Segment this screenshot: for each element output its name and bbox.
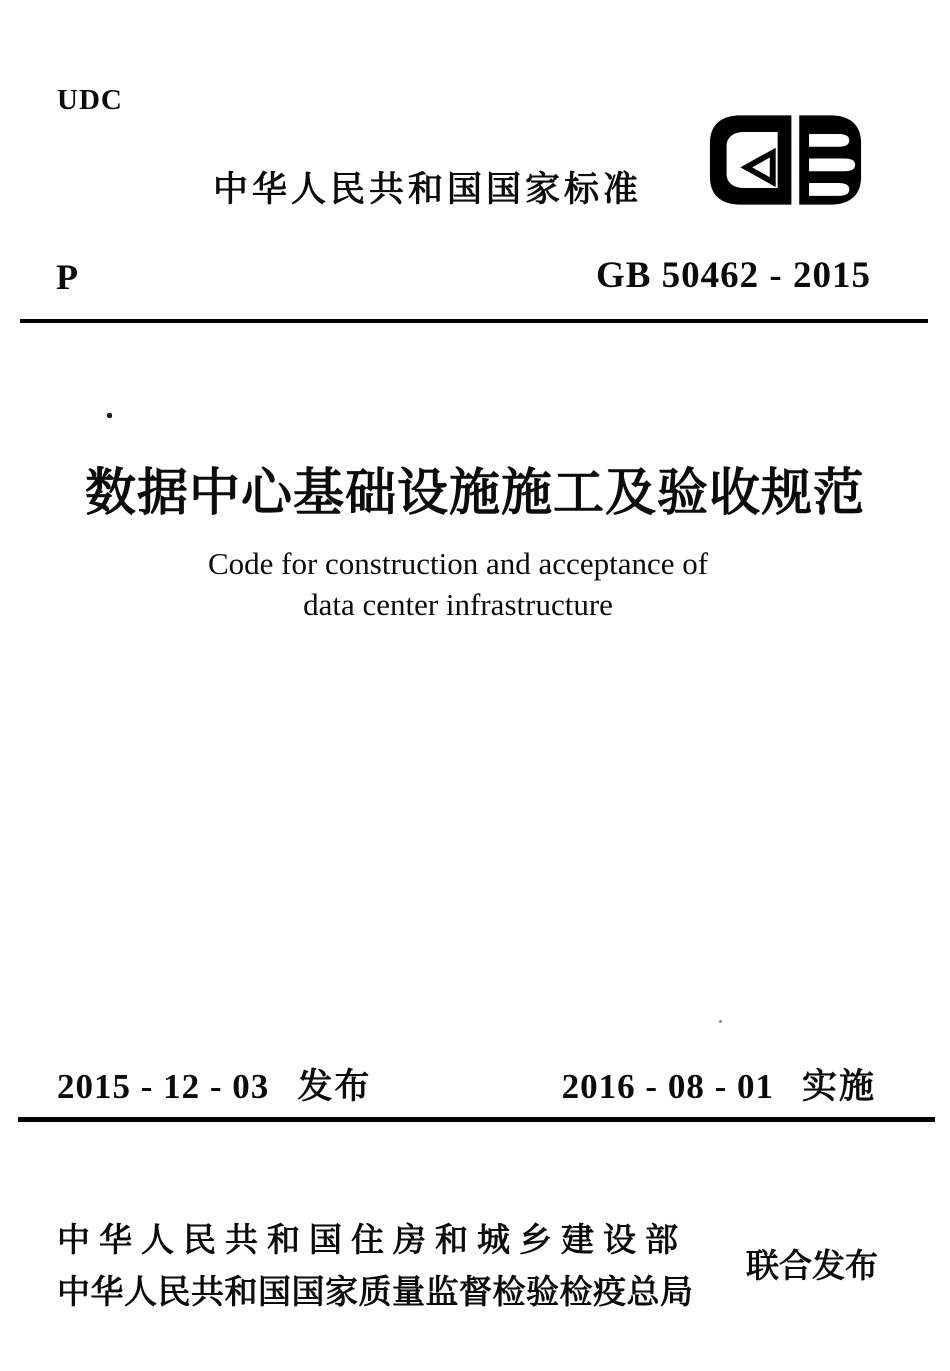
joint-release-label: 联合发布 xyxy=(746,1247,878,1284)
udc-label: UDC xyxy=(57,84,123,116)
page-title-english xyxy=(0,543,933,625)
publisher-row xyxy=(57,1214,878,1313)
english-title-line2: data center infrastructure xyxy=(303,587,613,622)
gb-logo-icon xyxy=(707,113,864,207)
issue-date-group xyxy=(57,1059,371,1109)
issue-date: 2015 - 12 - 03 xyxy=(57,1067,270,1106)
publisher-names xyxy=(57,1214,694,1313)
implementation-date-label: 实施 xyxy=(801,1067,876,1106)
page-title-chinese: 数据中心基础设施施工及验收规范 xyxy=(84,466,865,522)
scan-artifact-dot xyxy=(107,413,112,418)
implementation-date-group xyxy=(562,1059,876,1109)
scan-artifact-dot xyxy=(719,1020,722,1023)
classification-label: P xyxy=(56,257,78,297)
date-row xyxy=(57,1059,876,1109)
publisher-bureau: 中华人民共和国国家质量监督检验检疫总局 xyxy=(57,1273,694,1310)
top-divider xyxy=(20,319,928,323)
bottom-divider xyxy=(18,1117,935,1122)
national-standard-heading: 中华人民共和国国家标准 xyxy=(213,170,643,209)
standard-number: GB 50462 - 2015 xyxy=(595,255,871,296)
publisher-ministry: 中华人民共和国住房和城乡建设部 xyxy=(57,1221,687,1258)
implementation-date: 2016 - 08 - 01 xyxy=(561,1067,774,1106)
english-title-line1: Code for construction and acceptance of xyxy=(207,546,709,581)
issue-date-label: 发布 xyxy=(297,1067,372,1106)
